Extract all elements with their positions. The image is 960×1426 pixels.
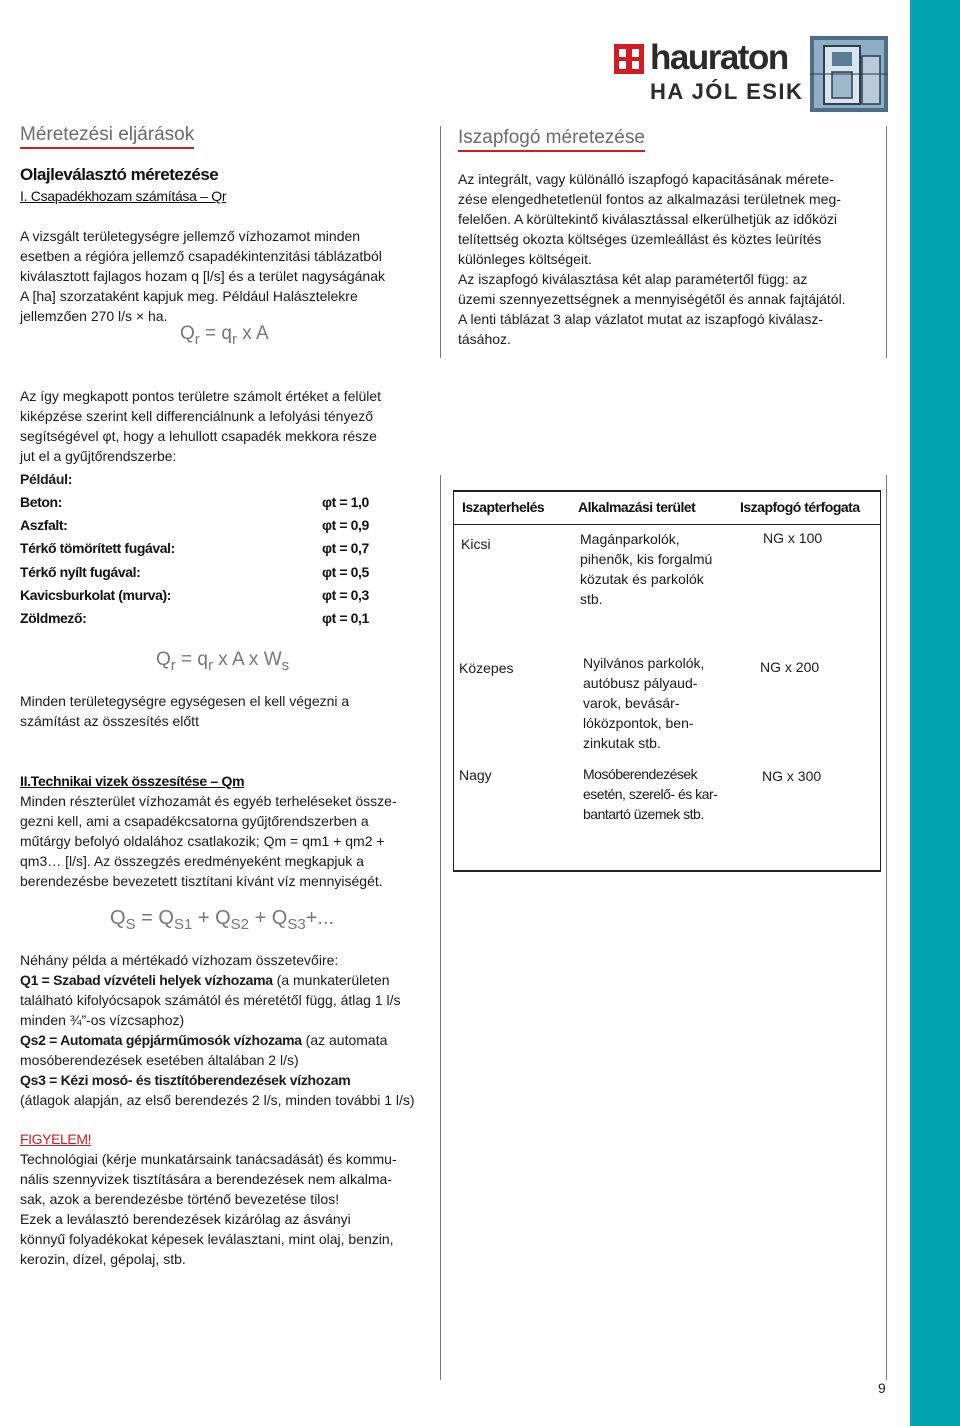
text-line: tásához. <box>458 331 511 347</box>
text-line: könnyű folyadékokat képesek leválasztani, mint olaj, benzin, <box>20 1231 394 1247</box>
text-line: A vizsgált területegységre jellemző vízhozamot minden <box>20 228 361 244</box>
paragraph-examples <box>20 950 445 1110</box>
q1-label: Q1 = Szabad vízvételi helyek vízhozama <box>20 972 273 988</box>
text-line: üzemi szennyezettségnek a mennyiségétől és annak fajtájától. <box>458 291 846 307</box>
table-cell-volume: NG x 200 <box>760 659 820 675</box>
text-line: Technológiai (kérje munkatársaink tanácsadását) és kommu- <box>20 1151 397 1167</box>
examples-label: Például: <box>20 471 73 487</box>
table-cell-area: Nyilvános parkolók, autóbusz pályaud- varok, bevásár- lóközpontok, ben- zinkutak stb. <box>583 655 705 751</box>
runoff-example-row: Térkő tömörített fugával: φt = 0,7 <box>20 540 369 556</box>
warning-title: FIGYELEM! <box>20 1131 92 1147</box>
table-cell-load: Közepes <box>459 660 514 676</box>
text-line: Qs2 = Automata gépjárműmosók vízhozama (az automata <box>20 1032 388 1048</box>
text-line: Q1 = Szabad vízvételi helyek vízhozama (a munkaterületen <box>20 972 390 988</box>
text-line: kiképzése szerint kell differenciálnunk a lefolyási tényező <box>20 408 374 424</box>
text-line: felelően. A körültekintő kiválasztással elkerülhetjük az időközi <box>458 211 837 227</box>
hauraton-logo <box>612 36 890 116</box>
table-cell-volume: NG x 300 <box>762 768 822 784</box>
paragraph-rainfall <box>20 226 440 326</box>
text-line: gezni kell, ami a csapadékcsatorna gyűjtőrendszerben a <box>20 813 369 829</box>
subheading-rainfall: I. Csapadékhozam számítása – Qr <box>20 188 227 204</box>
text-line: különleges költségeit. <box>458 251 592 267</box>
column-rule <box>886 126 887 358</box>
text-line: jellemzően 270 l/s × ha. <box>20 308 168 324</box>
logo-brand-text: hauraton <box>650 38 788 77</box>
q2-label: Qs2 = Automata gépjárműmosók vízhozama <box>20 1032 302 1048</box>
text-line: (átlagok alapján, az első berendezés 2 l/s, minden további 1 l/s) <box>20 1092 415 1108</box>
text-line: Néhány példa a mértékadó vízhozam összetevőire: <box>20 952 339 968</box>
runoff-example-row: Kavicsburkolat (murva): φt = 0,3 <box>20 587 369 603</box>
text-line: számítást az összesítés előtt <box>20 713 199 729</box>
text-line: Minden részterület vízhozamát és egyéb terheléseket össze- <box>20 793 397 809</box>
text-line: Minden területegységre egységesen el kell végezni a <box>20 693 350 709</box>
text-line: Az így megkapott pontos területre számolt értéket a felület <box>20 388 382 404</box>
text-line <box>20 1070 445 1090</box>
column-rule <box>886 475 887 1380</box>
table-cell-load: Nagy <box>459 767 492 783</box>
column-rule <box>440 475 441 1380</box>
text-line: A lenti táblázat 3 alap vázlatot mutat az iszapfogó kiválasz- <box>458 311 823 327</box>
paragraph-summation-note <box>20 691 440 731</box>
table-header-cell: Alkalmazási terület <box>578 499 696 515</box>
formula-qr-ws: $Q_r = q_r$ x A x $W_s$ <box>156 649 290 674</box>
formula-qr: $Q_r = q_r$ x A <box>180 323 269 348</box>
runoff-example-row: Zöldmező: φt = 0,1 <box>20 610 369 626</box>
text-line: minden ¾”-os vízcsaphoz) <box>20 1012 185 1028</box>
subheading-technical-water: II.Technikai vizek összesítése – Qm <box>20 773 245 789</box>
table-cell-area: Magánparkolók, pihenők, kis forgalmú közutak és parkolók stb. <box>580 531 713 607</box>
text-line: esetben a régióra jellemző csapadékintenzitási táblázatból <box>20 248 382 264</box>
text-line: segítségével φt, hogy a lehullott csapadék mekkora része <box>20 428 377 444</box>
text-line: qm3… [l/s]. Az összegzés eredményeként megkapjuk a <box>20 853 364 869</box>
formula-qs: $Q_S = Q_{S1} + Q_{S2} + Q_{S3}+$... <box>110 907 335 933</box>
paragraph-sludge-trap <box>458 169 883 349</box>
text-line: Az iszapfogó kiválasztása két alap paramétertől függ: az <box>458 271 808 287</box>
table-cell-volume: NG x 100 <box>763 530 823 546</box>
table-header-cell: Iszapterhelés <box>462 499 545 515</box>
table-cell-area: Mosóberendezések esetén, szerelő- és kar- bantartó üzemek stb. <box>583 766 718 822</box>
hauraton-logo-icon <box>614 44 644 74</box>
table-cell-load: Kicsi <box>461 536 491 552</box>
text-line: kiválasztott fajlagos hozam q [l/s] és a terület nagyságának <box>20 268 385 284</box>
text-line: mosóberendezések esetében általában 2 l/s) <box>20 1052 299 1068</box>
runoff-example-row: Beton: φt = 1,0 <box>20 494 369 510</box>
section-title-left: Méretezési eljárások <box>20 123 194 149</box>
section-title-right: Iszapfogó méretezése <box>458 126 645 152</box>
runoff-example-row: Térkő nyílt fugával: φt = 0,5 <box>20 564 369 580</box>
text-line: jut el a gyűjtőrendszerbe: <box>20 448 177 464</box>
text-line: berendezésbe bevezetett tisztítani kívánt víz mennyiségét. <box>20 873 383 889</box>
sludge-table-body <box>453 522 881 872</box>
text-line: sak, azok a berendezésbe történő bevezetése tilos! <box>20 1191 340 1207</box>
side-color-strip <box>910 0 960 1426</box>
sludge-table-header <box>453 490 881 525</box>
q3-label: Qs3 = Kézi mosó- és tisztítóberendezések vízhozam <box>20 1072 351 1088</box>
text-line: telítettség okozta költséges üzemleállást és köztes leürítés <box>458 231 822 247</box>
product-illustration-icon <box>810 36 888 112</box>
page-heading: Olajleválasztó méretezése <box>20 165 219 184</box>
text-line: Az integrált, vagy különálló iszapfogó kapacitásának mérete- <box>458 171 834 187</box>
text-line: kerozin, dízel, gépolaj, stb. <box>20 1251 186 1267</box>
text-line: műtárgy befolyó oldalához csatlakozik; Qm = qm1 + qm2 + <box>20 833 385 849</box>
paragraph-runoff <box>20 386 440 466</box>
column-rule <box>440 126 441 358</box>
text-line: található kifolyócsapok számától és méretétől függ, átlag 1 l/s <box>20 992 401 1008</box>
logo-slogan: HA JÓL ESIK <box>650 79 804 104</box>
text-line: zése elengedhetetlenül fontos az alkalmazási területnek meg- <box>458 191 841 207</box>
paragraph-technical-water <box>20 791 440 891</box>
text-line: nális szennyvizek tisztítására a berendezések nem alkalma- <box>20 1171 392 1187</box>
runoff-example-row: Aszfalt: φt = 0,9 <box>20 517 369 533</box>
text-line: Ezek a leválasztó berendezések kizárólag az ásványi <box>20 1211 351 1227</box>
table-header-cell: Iszapfogó térfogata <box>740 499 860 515</box>
paragraph-warning <box>20 1149 440 1269</box>
text-line: A [ha] szorzataként kapjuk meg. Például Halásztelekre <box>20 288 358 304</box>
page-number: 9 <box>878 1380 886 1396</box>
